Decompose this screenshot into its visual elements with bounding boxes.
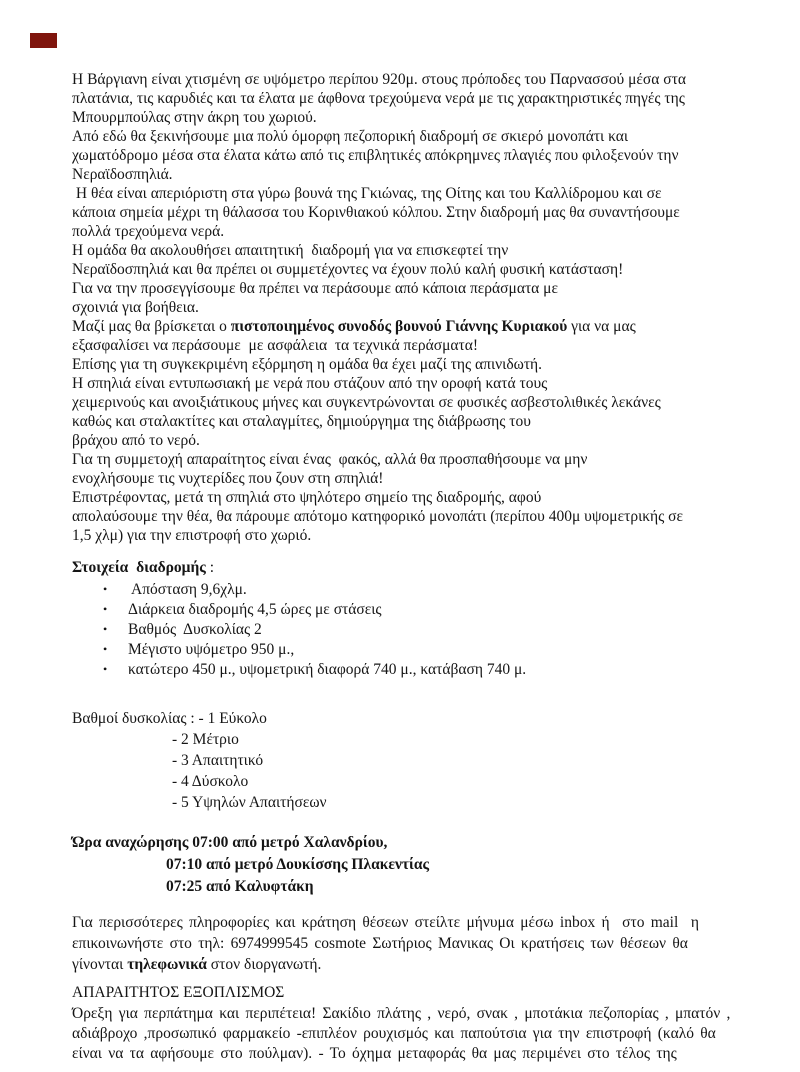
- text-line: [72, 374, 748, 393]
- text-line: [72, 771, 748, 792]
- text-line: [72, 431, 748, 450]
- text-line: [72, 1004, 748, 1024]
- bullet-text: Μέγιστο υψόμετρο 950 μ.,: [128, 641, 295, 658]
- bullet-text: κατώτερο 450 μ., υψομετρική διαφορά 740 μ., κατάβαση 740 μ.: [128, 661, 527, 678]
- departure-times: [72, 832, 748, 898]
- text-line: [72, 336, 748, 355]
- bold-text-segment: 07:10 από μετρό Δουκίσσης Πλακεντίας: [166, 856, 430, 873]
- text-line: [72, 558, 748, 578]
- text-segment: 1,5 χλμ) για την επιστροφή στο χωριό.: [72, 527, 312, 544]
- text-line: [72, 1044, 748, 1064]
- text-segment: Από εδώ θα ξεκινήσουμε μια πολύ όμορφη πεζοπορική διαδρομή σε σκιερό μονοπάτι και: [72, 128, 629, 145]
- text-line: [72, 1024, 748, 1044]
- text-line: [72, 488, 748, 507]
- text-line: [72, 854, 748, 876]
- route-stats-heading: [72, 558, 748, 578]
- text-line: [72, 203, 748, 222]
- text-segment: Μπουρμπούλας στην άκρη του χωριού.: [72, 109, 317, 126]
- text-segment: Η σπηλιά είναι εντυπωσιακή με νερά που στάζουν από την οροφή κατά τους: [72, 375, 548, 392]
- bullet-text: Διάρκεια διαδρομής 4,5 ώρες με στάσεις: [128, 601, 382, 618]
- text-segment: Νεραϊδοσπηλιά και θα πρέπει οι συμμετέχοντες να έχουν πολύ καλή φυσική κατάσταση!: [72, 261, 624, 278]
- text-segment: σχοινιά για βοήθεια.: [72, 299, 199, 316]
- equipment-heading: [72, 983, 748, 1003]
- text-line: [72, 729, 748, 750]
- bullet-icon: •: [103, 662, 108, 676]
- text-segment: πλατάνια, τις καρυδιές και τα έλατα με άφθονα τρεχούμενα νερά με τις χαρακτηριστικές πηγές της: [72, 90, 685, 107]
- text-segment: Επίσης για τη συγκεκριμένη εξόρμηση η ομάδα θα έχει μαζί της απινιδωτή.: [72, 356, 543, 373]
- text-line: [72, 876, 748, 898]
- text-segment: απολαύσουμε την θέα, θα πάρουμε απότομο κατηφορικό μονοπάτι (περίπου 400μ υψομετρικής σε: [72, 508, 684, 525]
- text-line: [72, 317, 748, 336]
- text-segment: Όρεξη για περπάτημα και περιπέτεια! Σακίδιο πλάτης , νερό, σνακ , μποτάκια πεζοπορίας , μπατόν ,: [72, 1005, 731, 1022]
- bold-text-segment: πιστοποιημένος συνοδός βουνού Γιάννης Κυριακού: [230, 318, 568, 335]
- bullet-item: [72, 580, 748, 600]
- text-segment: - 4 Δύσκολο: [172, 773, 249, 790]
- text-segment: Η θέα είναι απεριόριστη στα γύρω βουνά της Γκιώνας, της Οίτης και του Καλλίδρομου και σε: [72, 185, 662, 202]
- text-line: [72, 450, 748, 469]
- text-segment: είναι να τα αφήσουμε στο πούλμαν). - Το όχημα μεταφοράς θα μας περιμένει στο τέλος της: [72, 1045, 677, 1062]
- equipment-list: [72, 1004, 748, 1064]
- text-segment: ΑΠΑΡΑΙΤΗΤΟΣ ΕΞΟΠΛΙΣΜΟΣ: [72, 984, 285, 1001]
- bold-text-segment: Ώρα αναχώρησης 07:00 από μετρό Χαλανδρίου,: [72, 834, 388, 851]
- text-segment: ενοχλήσουμε τις νυχτερίδες που ζουν στη σπηλιά!: [72, 470, 384, 487]
- contact-info: [72, 912, 748, 975]
- text-segment: Η ομάδα θα ακολουθήσει απαιτητική διαδρομή για να επισκεφτεί την: [72, 242, 509, 259]
- text-line: [72, 70, 748, 89]
- bullet-item: [72, 660, 748, 680]
- text-segment: Για περισσότερες πληροφορίες και κράτηση θέσεων στείλτε μήνυμα μέσω inbox ή στο mail η: [72, 914, 699, 931]
- text-segment: επικοινωνήστε στο τηλ: 6974999545 cosmote Σωτήριος Μανικας Οι κρατήσεις των θέσεων θα: [72, 935, 688, 952]
- text-line: [72, 355, 748, 374]
- text-segment: Μαζί μας θα βρίσκεται ο: [72, 318, 231, 335]
- bullet-item: [72, 620, 748, 640]
- text-line: [72, 469, 748, 488]
- route-stats-list: [72, 580, 748, 680]
- text-line: [72, 954, 748, 975]
- text-line: [72, 260, 748, 279]
- text-line: [72, 222, 748, 241]
- text-line: [72, 393, 748, 412]
- bullet-icon: •: [103, 602, 108, 616]
- text-segment: - 2 Μέτριο: [172, 731, 239, 748]
- bold-text-segment: 07:25 από Καλυφτάκη: [166, 878, 314, 895]
- text-line: [72, 146, 748, 165]
- text-segment: γίνονται: [72, 956, 128, 973]
- text-segment: - 3 Απαιτητικό: [172, 752, 264, 769]
- bullet-text: Βαθμός Δυσκολίας 2: [128, 621, 262, 638]
- text-line: [72, 507, 748, 526]
- text-line: [72, 184, 748, 203]
- text-segment: για να μας: [567, 318, 636, 335]
- bullet-icon: •: [103, 642, 108, 656]
- bullet-icon: •: [103, 582, 108, 596]
- text-segment: - 5 Υψηλών Απαιτήσεων: [172, 794, 327, 811]
- difficulty-scale: [72, 708, 748, 813]
- text-line: [72, 832, 748, 854]
- text-line: [72, 108, 748, 127]
- text-segment: Για να την προσεγγίσουμε θα πρέπει να περάσουμε από κάποια περάσματα με: [72, 280, 558, 297]
- text-segment: καθώς και σταλακτίτες και σταλαγμίτες, δημιούργημα της διάβρωσης του: [72, 413, 531, 430]
- text-segment: Νεραϊδοσπηλιά.: [72, 166, 173, 183]
- text-segment: Βαθμοί δυσκολίας : - 1 Εύκολο: [72, 710, 267, 727]
- text-line: [72, 241, 748, 260]
- text-segment: κάποια σημεία μέχρι τη θάλασσα του Κορινθιακού κόλπου. Στην διαδρομή μας θα συναντήσουμε: [72, 204, 680, 221]
- text-line: [72, 526, 748, 545]
- bullet-item: [72, 640, 748, 660]
- text-line: [72, 912, 748, 933]
- text-line: [72, 708, 748, 729]
- text-segment: αδιάβροχο ,προσωπικό φαρμακείο -επιπλέον ρουχισμός και παπούτσια για την επιστροφή (καλό θα: [72, 1025, 716, 1042]
- bold-text-segment: Στοιχεία διαδρομής: [72, 559, 206, 576]
- bold-text-segment: τηλεφωνικά: [127, 956, 207, 973]
- text-segment: Για τη συμμετοχή απαραίτητος είναι ένας φακός, αλλά θα προσπαθήσουμε να μην: [72, 451, 588, 468]
- bullet-icon: •: [103, 622, 108, 636]
- text-segment: εξασφαλίσει να περάσουμε με ασφάλεια τα τεχνικά περάσματα!: [72, 337, 479, 354]
- text-line: [72, 933, 748, 954]
- bullet-text: Απόσταση 9,6χλμ.: [128, 581, 247, 598]
- text-line: [72, 750, 748, 771]
- text-line: [72, 165, 748, 184]
- text-line: [72, 279, 748, 298]
- text-segment: στον διοργανωτή.: [206, 956, 322, 973]
- document-content: [72, 70, 748, 1064]
- text-line: [72, 127, 748, 146]
- text-line: [72, 89, 748, 108]
- text-segment: πολλά τρεχούμενα νερά.: [72, 223, 225, 240]
- text-segment: Επιστρέφοντας, μετά τη σπηλιά στο ψηλότερο σημείο της διαδρομής, αφού: [72, 489, 542, 506]
- text-segment: χωματόδρομο μέσα στα έλατα κάτω από τις επιβλητικές απόκρημνες πλαγιές που φιλοξενούν την: [72, 147, 679, 164]
- text-line: [72, 298, 748, 317]
- text-line: [72, 792, 748, 813]
- text-line: [72, 983, 748, 1003]
- text-segment: βράχου από το νερό.: [72, 432, 200, 449]
- text-segment: :: [205, 559, 214, 576]
- corner-redaction-mark: [30, 33, 57, 48]
- bullet-item: [72, 600, 748, 620]
- text-line: [72, 412, 748, 431]
- text-segment: χειμερινούς και ανοιξιάτικους μήνες και συγκεντρώνονται σε φυσικές ασβεστολιθικές λεκάνες: [72, 394, 661, 411]
- text-segment: Η Βάργιανη είναι χτισμένη σε υψόμετρο περίπου 920μ. στους πρόποδες του Παρνασσού μέσα στα: [72, 71, 686, 88]
- intro-paragraphs: [72, 70, 748, 545]
